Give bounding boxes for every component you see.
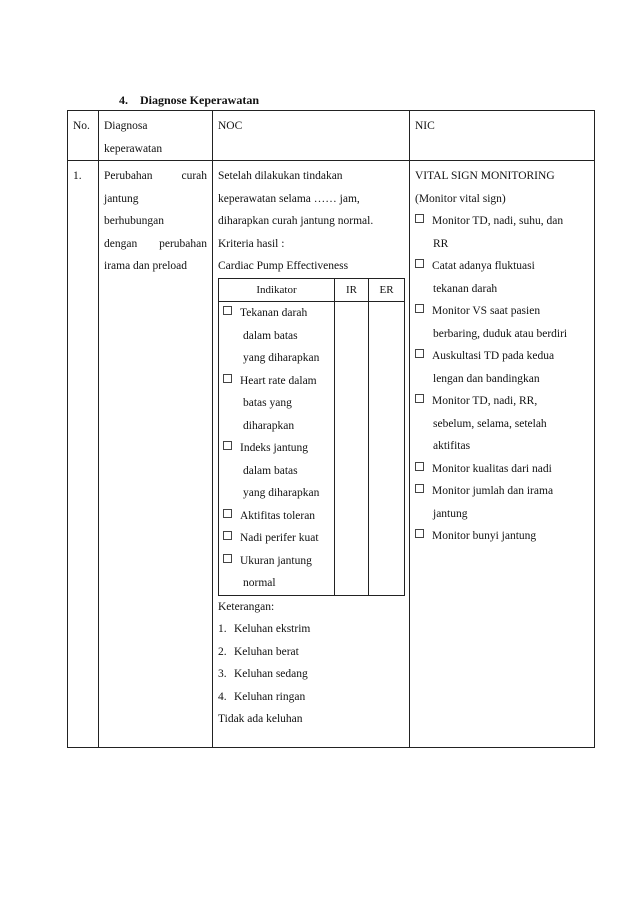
indicator-text: Heart rate dalam [240,374,317,387]
indicator-item [223,505,331,528]
checkbox-icon [415,484,424,493]
checkbox-icon [415,214,424,223]
diagnosa-line: dengan perubahan [104,237,207,250]
checkbox-icon [415,259,424,268]
row-diagnosa [99,161,213,748]
header-noc: NOC [213,111,410,161]
nic-title: VITAL SIGN MONITORING [415,170,555,182]
indicator-text: Aktifitas toleran [240,509,316,522]
ir-column [335,302,369,596]
indicator-item [223,527,331,550]
nic-item: Monitor bunyi jantung [415,525,589,548]
checkbox-icon [415,529,424,538]
er-column [369,302,405,596]
header-diagnosa [99,111,213,161]
keterangan-item: 4. Keluhan ringan [218,690,306,703]
header-diagnosa-line: keperawatan [104,142,163,155]
row-nic [410,161,595,748]
noc-intro-line: keperawatan selama …… jam, [218,192,360,205]
indicator-item [223,302,331,370]
er-header: ER [369,278,405,302]
indicator-body-row [219,302,405,596]
checkbox-icon [415,304,424,313]
noc-intro-line: Setelah dilakukan tindakan [218,170,343,182]
keterangan-item: 3. Keluhan sedang [218,668,308,680]
indicator-text: yang diharapkan [243,487,320,499]
table-row [68,161,595,748]
ir-header: IR [335,278,369,302]
diagnosa-line: irama dan preload [104,260,188,272]
nursing-diagnosis-table [67,110,595,748]
indicator-header: Indikator [219,278,335,302]
checkbox-icon [223,531,232,540]
heading-title: Diagnose Keperawatan [140,93,259,107]
section-heading [119,93,259,108]
nic-item: Monitor kualitas dari nadi [415,458,589,481]
header-no: No. [68,111,99,161]
diagnosa-line: berhubungan [104,215,165,227]
indicator-text: batas yang [243,397,292,409]
checkbox-icon [223,374,232,383]
keterangan-item: 2. Keluhan berat [218,645,299,658]
indicator-text: yang diharapkan [243,352,320,364]
checkbox-icon [415,394,424,403]
nic-item: Monitor jumlah dan irama jantung [415,480,589,525]
indicator-text: dalam batas [243,329,298,342]
row-noc [213,161,410,748]
nic-subtitle: (Monitor vital sign) [415,192,506,205]
checkbox-icon [223,306,232,315]
indicator-header-row [219,278,405,302]
nic-item: Monitor VS saat pasien berbaring, duduk atau berdiri [415,300,589,345]
indicator-text: Ukuran jantung [240,554,312,567]
indicator-item [223,370,331,438]
nic-item: Monitor TD, nadi, suhu, dan RR [415,210,589,255]
heading-number: 4. [119,93,128,107]
indicator-table [218,278,405,596]
keterangan-item: 1. Keluhan ekstrim [218,623,311,635]
nic-item: Auskultasi TD pada kedua lengan dan bandingkan [415,345,589,390]
diagnosa-line: Perubahan curah [104,170,207,182]
row-no: 1. [68,161,99,748]
checkbox-icon [415,462,424,471]
diagnosa-line: jantung [104,192,139,205]
keterangan-title: Keterangan: [218,600,275,613]
checkbox-icon [415,349,424,358]
indicator-item [223,437,331,505]
keterangan-last: Tidak ada keluhan [218,713,303,725]
noc-intro-line: Cardiac Pump Effectiveness [218,260,349,272]
noc-intro-line: diharapkan curah jantung normal. [218,215,374,227]
indicator-text: Tekanan darah [240,307,308,319]
checkbox-icon [223,509,232,518]
header-nic: NIC [410,111,595,161]
indicator-text: Nadi perifer kuat [240,532,319,544]
nic-item: Catat adanya fluktuasi tekanan darah [415,255,589,300]
indicator-list [219,302,335,596]
nic-item: Monitor TD, nadi, RR, sebelum, selama, setelah aktifitas [415,390,589,458]
indicator-text: normal [243,577,276,589]
indicator-text: dalam batas [243,464,298,477]
header-row [68,111,595,161]
indicator-text: diharapkan [243,419,295,432]
noc-intro-line: Kriteria hasil : [218,237,285,250]
checkbox-icon [223,441,232,450]
indicator-text: Indeks jantung [240,442,309,454]
header-diagnosa-line: Diagnosa [104,120,148,132]
indicator-item [223,550,331,595]
checkbox-icon [223,554,232,563]
